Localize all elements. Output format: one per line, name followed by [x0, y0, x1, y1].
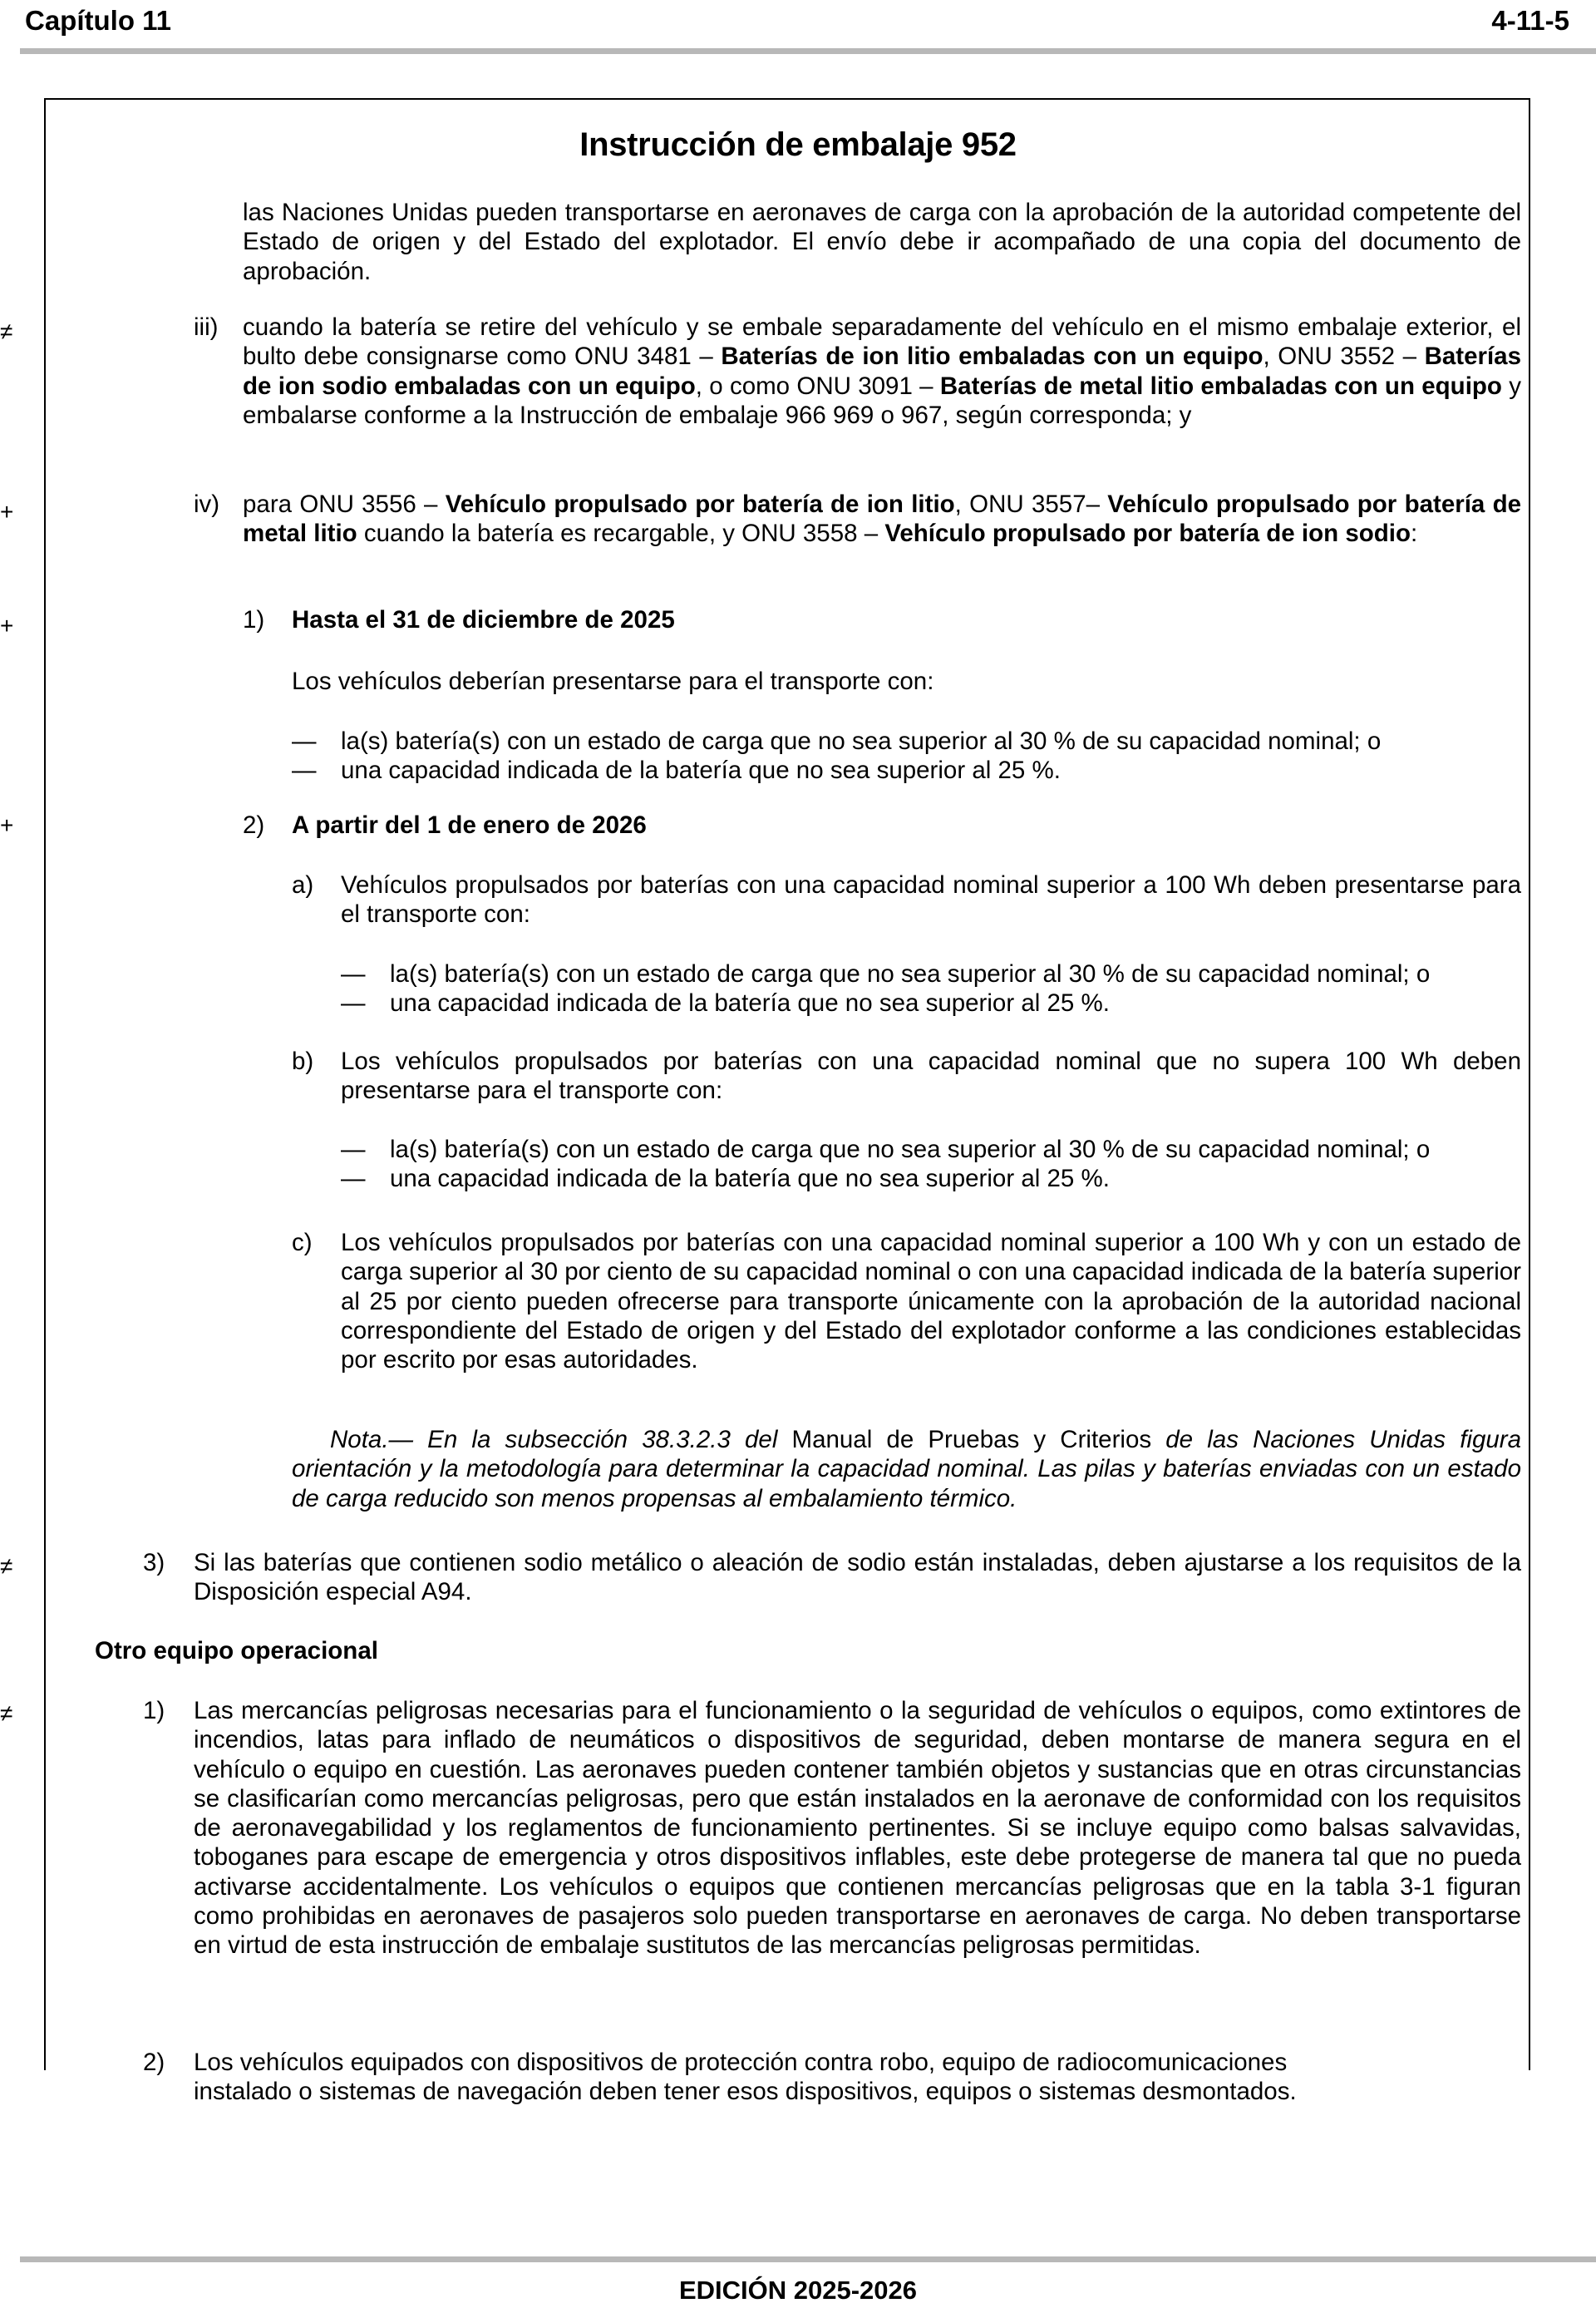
edition-label: EDICIÓN 2025-2026	[678, 2276, 918, 2305]
item-label: iii)	[194, 313, 219, 341]
sub-label: 1)	[243, 606, 265, 634]
change-mark: ≠	[0, 1553, 13, 1579]
change-mark: ≠	[0, 1700, 13, 1726]
sub-heading: A partir del 1 de enero de 2026	[292, 811, 647, 839]
item-iii-text: cuando la batería se retire del vehículo y se embale separadamente del vehículo en el mismo embalaje exterior, el bulto debe consignarse como ONU 3481 – Baterías de ion litio embaladas con un equipo, ONU 3552 – Baterías de ion sodio embaladas con un equipo, o como ONU 3091 – Baterías de metal litio embaladas con un equipo y embalarse conforme a la Instrucción de embalaje 966 969 o 967, según corresponda; y	[243, 313, 1521, 429]
list-label: a)	[292, 871, 314, 899]
sub-heading: Hasta el 31 de diciembre de 2025	[292, 606, 675, 634]
dash-marker: —	[292, 727, 317, 755]
footer-rule	[20, 2256, 1596, 2262]
list-label: c)	[292, 1229, 313, 1256]
list-item-text: Los vehículos propulsados por baterías con una capacidad nominal superior a 100 Wh y con un estado de carga superior al 30 por ciento de su capacidad nominal o con una capacidad indicada de la batería superior al 25 por ciento pueden ofrecerse para transporte únicamente con la aprobación de la autoridad nacional correspondiente del Estado de origen y del Estado del explotador conforme a las condiciones establecidas por escrito por esas autoridades.	[341, 1229, 1521, 1374]
list-item-text: Vehículos propulsados por baterías con una capacidad nominal superior a 100 Wh deben presentarse para el transporte con:	[341, 871, 1521, 929]
addition-mark: +	[0, 812, 14, 838]
item-label: 3)	[143, 1549, 165, 1576]
bullet-item: la(s) batería(s) con un estado de carga que no sea superior al 30 % de su capacidad nominal; o	[341, 727, 1382, 755]
sub-text: Los vehículos deberían presentarse para el transporte con:	[292, 668, 934, 695]
bullet-item: la(s) batería(s) con un estado de carga que no sea superior al 30 % de su capacidad nominal; o	[390, 960, 1431, 988]
item-label: iv)	[194, 491, 220, 518]
note-paragraph: Nota.— En la subsección 38.3.2.3 del Manual de Pruebas y Criterios de las Naciones Unidas figura orientación y la metodología para determinar la capacidad nominal. Las pilas y baterías enviadas con un estado de carga reducido son menos propensas al embalamiento térmico.	[292, 1426, 1521, 1512]
addition-mark: +	[0, 613, 14, 639]
dash-marker: —	[341, 1136, 366, 1163]
list-item-text: Los vehículos propulsados por baterías con una capacidad nominal que no supera 100 Wh deben presentarse para el transporte con:	[341, 1048, 1521, 1105]
dash-marker: —	[292, 757, 317, 784]
bullet-item: una capacidad indicada de la batería que no sea superior al 25 %.	[390, 1165, 1110, 1192]
bullet-item: la(s) batería(s) con un estado de carga que no sea superior al 30 % de su capacidad nominal; o	[390, 1136, 1431, 1163]
otro-2-text: Los vehículos equipados con dispositivos de protección contra robo, equipo de radiocomunicaciones instalado o sistemas de navegación deben tener esos dispositivos, equipos o sistemas desmontados.	[194, 2049, 1297, 2106]
intro-paragraph: las Naciones Unidas pueden transportarse en aeronaves de carga con la aprobación de la autoridad competente del Estado de origen y del Estado del explotador. El envío debe ir acompañado de una copia del documento de aprobación.	[243, 199, 1521, 285]
change-mark: ≠	[0, 318, 13, 344]
item-iv-text: para ONU 3556 – Vehículo propulsado por batería de ion litio, ONU 3557– Vehículo propulsado por batería de metal litio cuando la batería es recargable, y ONU 3558 – Vehículo propulsado por batería de ion sodio:	[243, 491, 1522, 548]
list-label: b)	[292, 1048, 314, 1075]
page-header	[20, 0, 1596, 55]
dash-marker: —	[341, 1165, 366, 1192]
addition-mark: +	[0, 499, 14, 525]
bullet-item: una capacidad indicada de la batería que no sea superior al 25 %.	[390, 989, 1110, 1017]
item-3-text: Si las baterías que contienen sodio metálico o aleación de sodio están instaladas, deben ajustarse a los requisitos de la Disposición especial A94.	[194, 1549, 1521, 1606]
section-heading: Otro equipo operacional	[95, 1637, 378, 1664]
item-label: 2)	[143, 2049, 165, 2076]
otro-1-text: Las mercancías peligrosas necesarias para el funcionamiento o la seguridad de vehículos o equipos, como extintores de incendios, latas para inflado de neumáticos o dispositivos de seguridad, deben montarse de manera segura en el vehículo o equipo en cuestión. Las aeronaves pueden contener también objetos y sustancias que en otras circunstancias se clasificarían como mercancías peligrosas, pero que están instalados en la aeronave de conformidad con los requisitos de aeronavegabilidad y los reglamentos de funcionamiento pertinentes. Si se incluye equipo como balsas salvavidas, toboganes para escape de emergencia y otros dispositivos inflables, este debe protegerse de manera tal que no pueda activarse accidentalmente. Los vehículos o equipos que contienen mercancías peligrosas que en la tabla 3-1 figuran como prohibidas en aeronaves de pasajeros solo pueden transportarse en aeronaves de carga. No deben transportarse en virtud de esta instrucción de embalaje sustitutos de las mercancías peligrosas permitidas.	[194, 1697, 1521, 1960]
item-label: 1)	[143, 1697, 165, 1724]
page-number: 4-11-5	[1491, 5, 1569, 36]
bullet-item: una capacidad indicada de la batería que no sea superior al 25 %.	[341, 757, 1061, 784]
chapter-label: Capítulo 11	[25, 5, 172, 36]
dash-marker: —	[341, 989, 366, 1017]
sub-label: 2)	[243, 811, 265, 839]
header-rule	[20, 48, 1596, 54]
dash-marker: —	[341, 960, 366, 988]
page-title: Instrucción de embalaje 952	[579, 126, 1017, 163]
